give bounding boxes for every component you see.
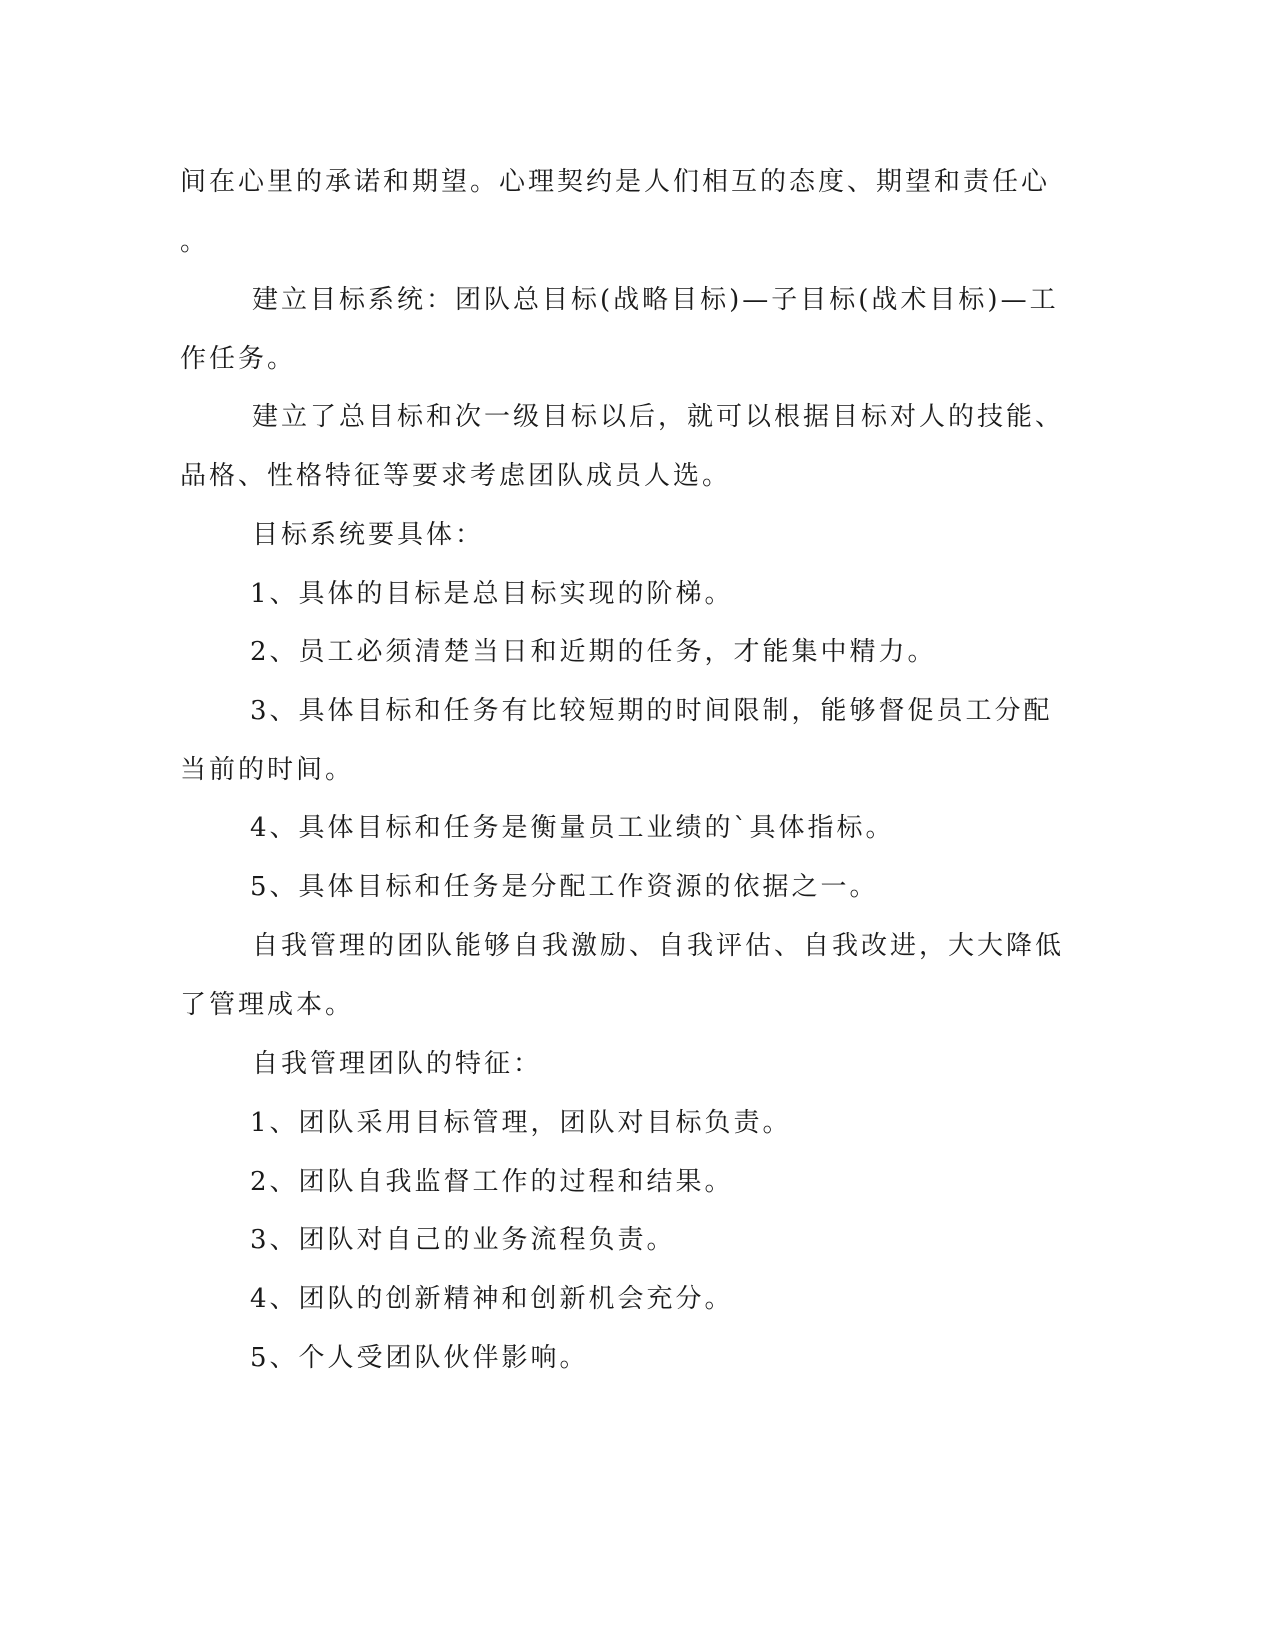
text-line: 2、员工必须清楚当日和近期的任务，才能集中精力。 (250, 637, 937, 667)
text-line: 2、团队自我监督工作的过程和结果。 (250, 1167, 734, 1197)
text-line: 4、具体目标和任务是衡量员工业绩的`具体指标。 (250, 813, 895, 843)
text-line: 5、具体目标和任务是分配工作资源的依据之一。 (250, 872, 879, 902)
text-line: 了管理成本。 (180, 990, 355, 1020)
text-line: 品格、性格特征等要求考虑团队成员人选。 (180, 461, 732, 491)
text-line: 4、团队的创新精神和创新机会充分。 (250, 1284, 734, 1314)
text-line: 自我管理团队的特征： (252, 1049, 543, 1079)
text-line: 3、团队对自己的业务流程负责。 (250, 1225, 676, 1255)
text-line: 1、具体的目标是总目标实现的阶梯。 (250, 579, 734, 609)
text-line: 建立了总目标和次一级目标以后，就可以根据目标对人的技能、 (252, 402, 1065, 432)
text-line: 1、团队采用目标管理，团队对目标负责。 (250, 1108, 792, 1138)
text-line: 自我管理的团队能够自我激励、自我评估、自我改进，大大降低 (252, 931, 1065, 961)
text-line: 作任务。 (180, 344, 297, 374)
text-line: 目标系统要具体： (252, 520, 485, 550)
text-line: 。 (180, 227, 210, 257)
text-line: 5、个人受团队伙伴影响。 (250, 1343, 589, 1373)
text-line: 间在心里的承诺和期望。心理契约是人们相互的态度、期望和责任心 (180, 167, 1051, 197)
text-line: 当前的时间。 (180, 755, 355, 785)
text-line: 3、具体目标和任务有比较短期的时间限制，能够督促员工分配 (250, 696, 1053, 726)
text-line: 建立目标系统：团队总目标(战略目标)—子目标(战术目标)—工 (252, 285, 1059, 315)
